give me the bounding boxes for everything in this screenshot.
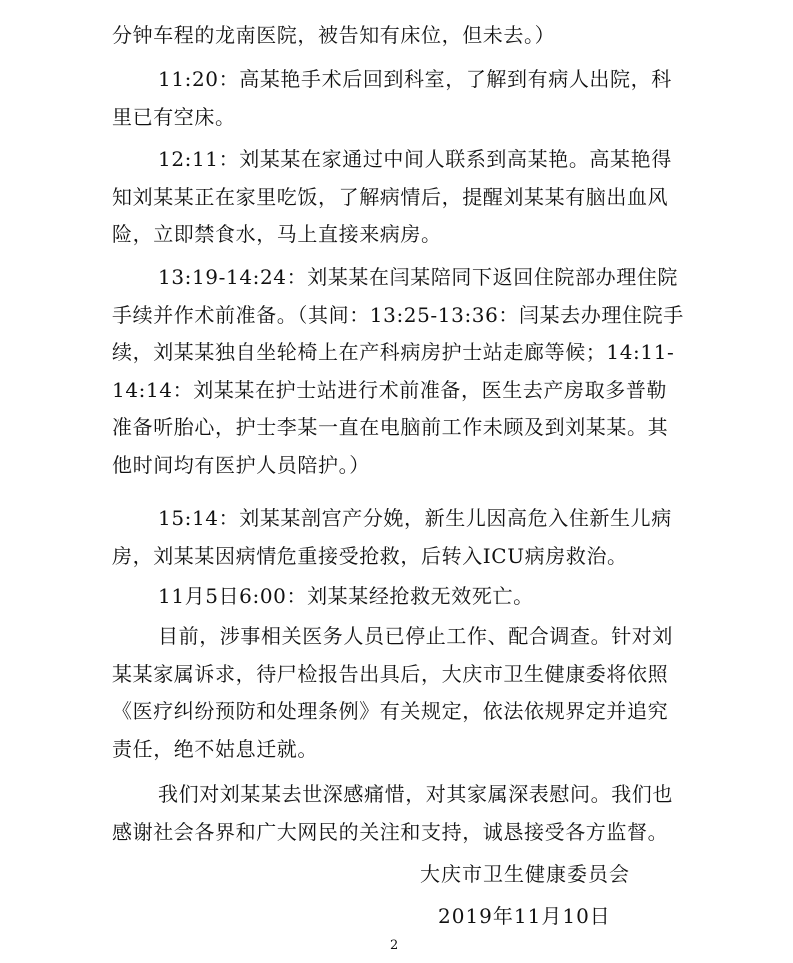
paragraph-continuation: 分钟车程的龙南医院，被告知有床位，但未去。） bbox=[112, 23, 556, 47]
paragraph-investigation: 目前，涉事相关医务人员已停止工作、配合调查。针对刘某某家属诉求，待尸检报告出具后，大庆市卫生健康委将依照《医疗纠纷预防和处理条例》有关规定，依法依规界定并追究责任，绝不姑息迁就。 bbox=[112, 624, 673, 761]
paragraph-1211: 12:11：刘某某在家通过中间人联系到高某艳。高某艳得知刘某某正在家里吃饭，了解病情后，提醒刘某某有脑出血风险，立即禁食水，马上直接来病房。 bbox=[112, 147, 672, 246]
paragraph-condolence: 我们对刘某某去世深感痛惜，对其家属深表慰问。我们也感谢社会各界和广大网民的关注和支持，诚恳接受各方监督。 bbox=[112, 782, 673, 844]
page-number: 2 bbox=[390, 938, 399, 953]
signature-date: 2019年11月10日 bbox=[438, 904, 611, 928]
paragraph-1514: 15:14：刘某某剖宫产分娩，新生儿因高危入住新生儿病房，刘某某因病情危重接受抢救，后转入ICU病房救治。 bbox=[112, 506, 672, 568]
paragraph-1319: 13:19-14:24：刘某某在闫某陪同下返回住院部办理住院手续并作术前准备。（其间：13:25-13:36：闫某去办理住院手续，刘某某独自坐轮椅上在产科病房护士站走廊等候；14:11-14:14：刘某某在护士站进行术前准备，医生去产房取多普勒准备听胎心，护士李某一直在电脑前工作未顾及到刘某某。其他时间均有医护人员陪护。） bbox=[112, 265, 684, 477]
paragraph-1120: 11:20：高某艳手术后回到科室，了解到有病人出院，科里已有空床。 bbox=[112, 67, 672, 129]
paragraph-nov5: 11月5日6:00：刘某某经抢救无效死亡。 bbox=[158, 584, 534, 608]
signature-org: 大庆市卫生健康委员会 bbox=[420, 862, 630, 886]
